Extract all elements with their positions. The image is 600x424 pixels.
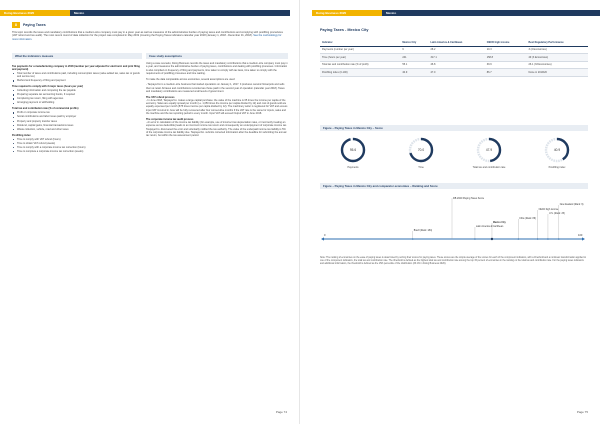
section-title-text: Paying Taxes xyxy=(23,23,46,27)
donut-postfiling xyxy=(527,136,587,169)
indicator-list xyxy=(12,72,142,83)
table-cell: 10.3 xyxy=(485,46,527,54)
donut-total-tax xyxy=(459,136,519,169)
list-item: Waste collection, vehicle, road and other taxes xyxy=(12,128,142,131)
table-row xyxy=(320,61,588,69)
assumption-paragraph: To make the data comparable across economies, several assumptions are used: xyxy=(146,77,236,81)
axis-min-label: 0 xyxy=(324,234,326,237)
list-item: Time to comply with a corporate income tax correction (hours) xyxy=(12,146,142,149)
economy-name: Mexico xyxy=(70,10,290,16)
donut-value: 95.6 xyxy=(349,148,357,153)
donut-label: Postfiling index xyxy=(548,166,566,169)
table-header-row xyxy=(320,35,588,46)
indicator-heading: Postfiling index xyxy=(12,133,31,137)
table-row xyxy=(320,46,588,54)
score-marker-label: OECD high income xyxy=(538,209,559,211)
assumption-heading: The corporate income tax audit process xyxy=(146,117,194,121)
assumption-paragraph: - In June 2018, TaxpayerCo. makes a large capital purchase: the value of the machine is 65 times the income per capita of the economy. Sales are equally spread per month (i.e. 1,050 times the income per capita divided by 12) and cost of goods sold are equally expensed per month (875 times income per capita divided by 12). The machinery seller is registered for VAT and excess input VAT incurred in June will be fully recovered after four consecutive months if the VAT rate is the same for inputs, sales and the machine and the tax reporting period is every month. Input VAT will exceed Output VAT in June 2018. xyxy=(146,98,288,116)
score-marker xyxy=(412,238,414,240)
methodology-link[interactable]: See the methodology for more information. xyxy=(12,34,282,41)
list-item: Time to complete a corporate income tax correction (weeks) xyxy=(12,150,142,153)
assumptions-header: Case study assumptions xyxy=(146,53,288,59)
footnote: Note: The ranking of economies on the ease of paying taxes is determined by sorting their scores for paying taxes. These scores are the simple average of the scores for each of the component indicators, with a threshold and a nonlinear transformation applied to one of the component indicators, the total tax and contribution rate. The threshold is defined as the highest total tax and contribution rate among the top 15 percent of economies in the ranking on the total tax and contribution rate. For the paying taxes indicators and additional information, the threshold is defined as the 15th percentile of the distribution (26.1% in Doing Business 2020). xyxy=(320,257,586,266)
intro-paragraph xyxy=(12,31,288,41)
table-cell: Payments (number per year) xyxy=(320,46,400,54)
score-marker-label: U.S. (Rank: 25) xyxy=(548,213,565,215)
table-cell: Total tax and contribution rate (% of profit) xyxy=(320,61,400,69)
table-cell: 6 xyxy=(400,46,428,54)
figure-score-title: Figure – Paying Taxes in Mexico City – Score xyxy=(320,125,588,131)
assumption-paragraph: - An error in calculation of the income tax liability (for example, use of incorrect tax depreciation rates, or incorrectly treating an expense as tax deductible) leads to an incorrect income tax return and consequently an underpayment of corporate income tax. TaxpayerCo. discovered the error and voluntarily notified the tax authority. The value of the underpaid income tax liability is 5% of the corporate income tax liability due. TaxpayerCo. submits corrected information after the deadline for submitting the annual tax return, but within the tax assessment period. xyxy=(146,121,287,138)
donut-time xyxy=(391,136,451,169)
page-number: Page 74 xyxy=(275,410,287,414)
axis-arrow-right xyxy=(582,237,585,240)
table-cell: None in 2019/20 xyxy=(527,69,588,77)
axis-max-label: 100 xyxy=(578,234,583,237)
score-marker-label: Mexico City xyxy=(492,222,506,224)
score-marker xyxy=(547,238,549,240)
score-marker xyxy=(517,238,519,240)
report-name: Doing Business 2020 xyxy=(312,10,382,16)
indicators-header: What the indicators measure xyxy=(12,53,142,59)
score-marker-label: Chile (Rank: 86) xyxy=(519,218,536,220)
score-donut-row xyxy=(320,136,588,178)
list-item: Property and property transfer taxes xyxy=(12,120,142,123)
ranking-chart xyxy=(320,193,588,253)
donut-label: Payments xyxy=(347,166,359,169)
table-cell: Time (hours per year) xyxy=(320,54,400,62)
assumption-paragraph: Using a case scenario, Doing Business records the taxes and mandatory contributions that a medium-size company must pay in a year, and measures the administrative burden of paying taxes, contributions and dealing with postfiling processes. Information is also compiled on frequency of filing and payments, time taken to comply with tax laws, time taken to comply with the requirements of postfiling processes and time waiting. xyxy=(146,62,288,75)
list-item: Profit or corporate income tax xyxy=(12,111,142,114)
ranking-chart-svg xyxy=(320,193,588,253)
table-cell: 28.2 xyxy=(428,46,484,54)
score-marker xyxy=(537,238,539,240)
donut-label: Time xyxy=(418,166,424,169)
table-cell: 40.9 xyxy=(400,69,428,77)
report-name: Doing Business 2020 xyxy=(0,10,70,16)
table-cell: 86.7 xyxy=(485,69,527,77)
table-cell: Postfiling index (0-100) xyxy=(320,69,400,77)
indicator-list xyxy=(12,89,142,105)
indicator-list xyxy=(12,111,142,131)
chart-top-label: DB 2020 Paying Taxes Score xyxy=(453,197,485,200)
assumption-heading: The VAT refund process xyxy=(146,95,175,99)
indicators-column xyxy=(12,62,142,154)
list-item: Total number of taxes and contributions paid, including consumption taxes (value added tax, sales tax or goods and service tax) xyxy=(12,72,142,79)
table-cell: 46.8 xyxy=(428,61,484,69)
list-item: Arranging payment or withholding xyxy=(12,101,142,104)
indicator-table xyxy=(320,35,588,77)
table-cell: 55.1 xyxy=(400,61,428,69)
list-item: Method and frequency of filing and payment xyxy=(12,79,142,82)
donut-chart xyxy=(339,136,367,164)
indicator-list xyxy=(12,138,142,154)
score-marker xyxy=(558,238,560,240)
score-marker xyxy=(474,238,476,240)
table-row xyxy=(320,69,588,77)
table-cell: 317.1 xyxy=(428,54,484,62)
table-header: OECD high income xyxy=(485,35,527,46)
indicator-heading: Total tax and contribution rate (% of commercial profits) xyxy=(12,107,79,111)
left-running-header xyxy=(0,10,290,16)
table-cell: 26.1 (33 Economies) xyxy=(527,61,588,69)
table-header: Best Regulatory Performance xyxy=(527,35,588,46)
list-item: Completing tax return, filing with agencies xyxy=(12,97,142,100)
figure-ranking-title: Figure – Paying Taxes in Mexico City and comparator economies – Ranking and Score xyxy=(320,183,588,189)
assumption-paragraph: - TaxpayerCo is a medium-size business that started operations on January 1, 2017. It produces ceramic flowerpots and sells them at retail. All taxes and contributions recorded are those paid in the second year of operation (calendar year 2018). Taxes and mandatory contributions are measured at all levels of government. xyxy=(146,83,285,93)
donut-payments xyxy=(323,136,383,169)
list-item: Preparing separate tax accounting books, if required xyxy=(12,93,142,96)
list-item: Social contributions and labor taxes paid by employer xyxy=(12,115,142,118)
table-cell: 39.9 xyxy=(485,61,527,69)
list-item: Collecting information and computing the tax payable xyxy=(12,89,142,92)
donut-value: 70.0 xyxy=(417,148,425,153)
table-header: Indicator xyxy=(320,35,400,46)
table-title: Paying Taxes - Mexico City xyxy=(320,28,369,32)
donut-chart xyxy=(543,136,571,164)
section-title xyxy=(12,22,46,28)
score-marker-label: Brazil (Rank: 184) xyxy=(413,230,433,232)
intro-text: This topic records the taxes and mandatory contributions that a medium-size company must pay in a given year as well as measures of the administrative burden of paying taxes and contributions and complying with postfiling procedures (VAT refund and tax audit). The most recent round of data collection for the project was completed in May 2019 (covering the Paying Taxes indicators calendar year 2018 (January 1, 2018 - December 31, 2018). xyxy=(12,31,283,38)
table-cell: 47.0 xyxy=(428,69,484,77)
indicator-heading: Tax payments for a manufacturing company in 2018 (number per year adjusted for electronic and joint filing and payment) xyxy=(12,64,140,71)
donut-label: Total tax and contribution rate xyxy=(472,166,506,169)
page-number: Page 75 xyxy=(576,410,588,414)
donut-value: 47.9 xyxy=(485,148,493,153)
score-marker-label: New Zealand (Rank: 9) xyxy=(559,204,584,206)
axis-arrow-left xyxy=(321,237,324,240)
table-header: Mexico City xyxy=(400,35,428,46)
list-item: Dividend, capital gains, financial transactions taxes xyxy=(12,124,142,127)
economy-name: Mexico xyxy=(382,10,600,16)
section-badge: 8 xyxy=(12,22,20,28)
list-item: Time to obtain VAT refund (weeks) xyxy=(12,142,142,145)
list-item: Time to comply with VAT refund (hours) xyxy=(12,138,142,141)
assumptions-column xyxy=(146,62,288,140)
indicator-heading: Time required to comply with 3 major taxes (hours per year) xyxy=(12,85,84,89)
table-cell: 3 (2 Economies) xyxy=(527,46,588,54)
table-row xyxy=(320,54,588,62)
donut-value: 40.9 xyxy=(553,148,561,153)
right-running-header xyxy=(312,10,600,16)
donut-chart xyxy=(407,136,435,164)
table-cell: 241 xyxy=(400,54,428,62)
score-marker-label: Latin America & Caribbean xyxy=(475,226,504,228)
score-marker xyxy=(491,238,493,240)
donut-chart xyxy=(475,136,503,164)
table-cell: 158.8 xyxy=(485,54,527,62)
table-cell: 49 (3 Economies) xyxy=(527,54,588,62)
table-header: Latin America & Caribbean xyxy=(428,35,484,46)
